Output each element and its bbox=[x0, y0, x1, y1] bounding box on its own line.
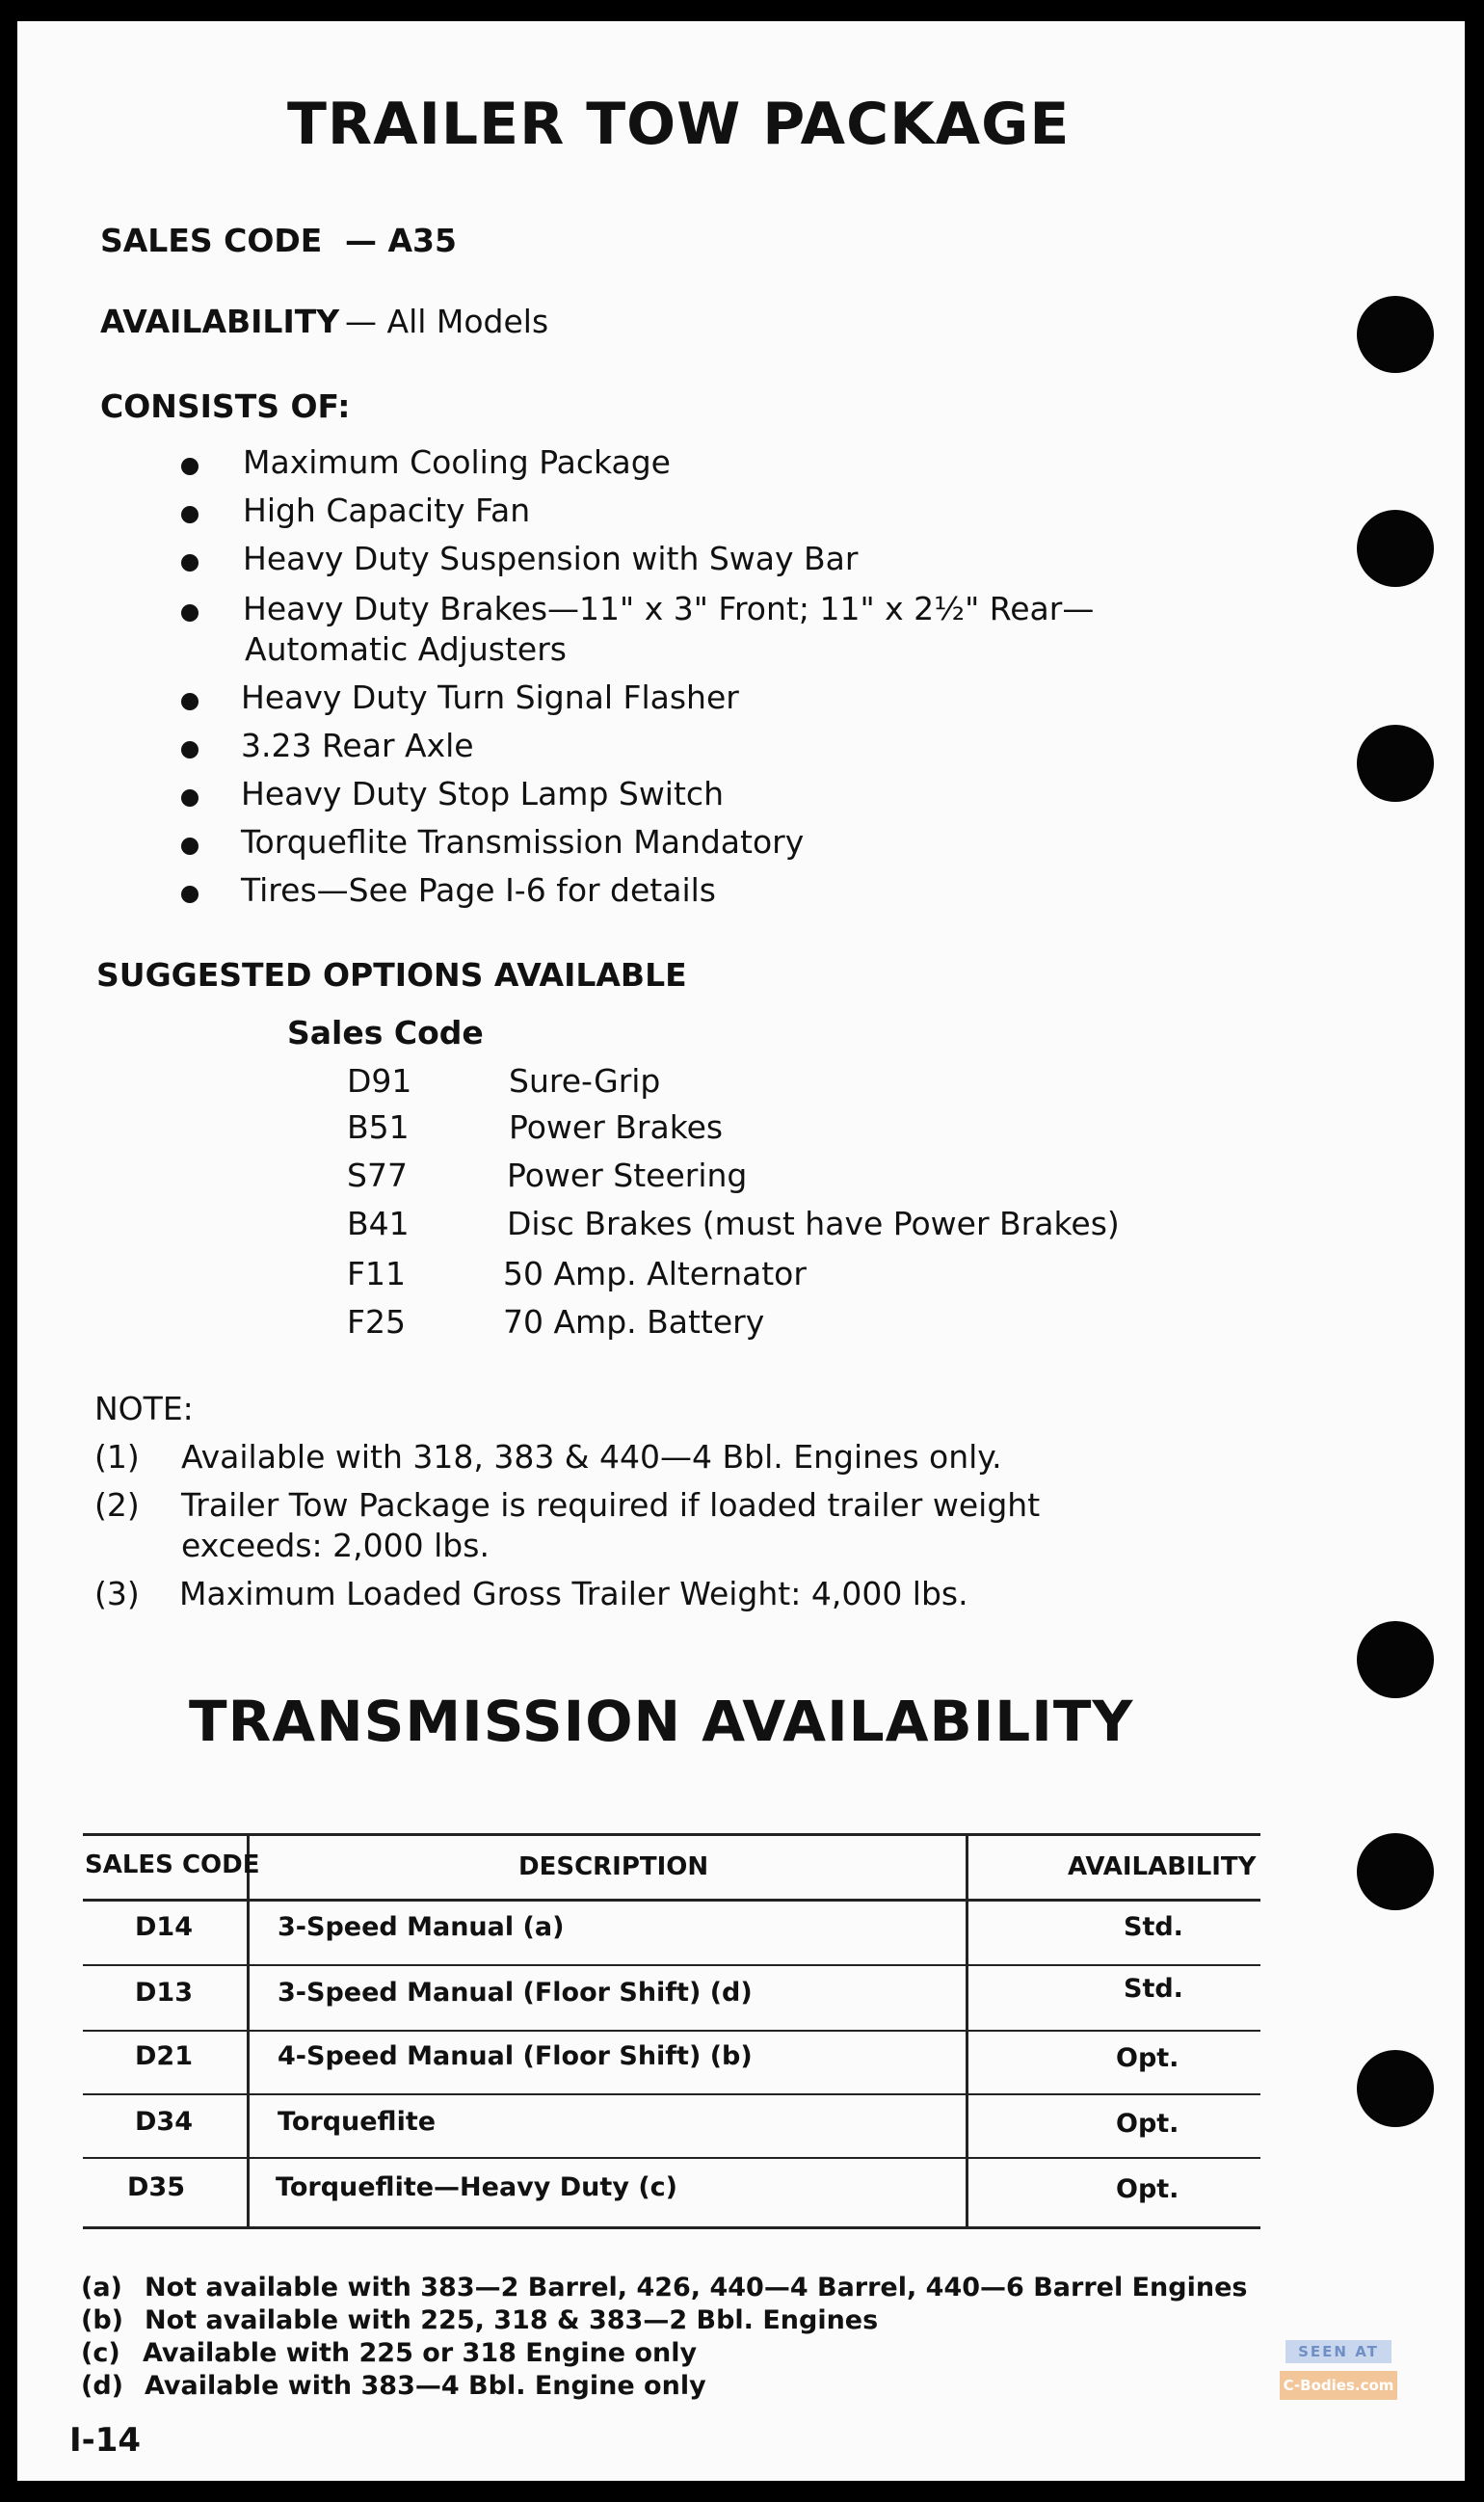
column-header: DESCRIPTION bbox=[518, 1852, 709, 1881]
table-rule bbox=[83, 2093, 1260, 2095]
note-text: Available with 318, 383 & 440—4 Bbl. Engines only. bbox=[181, 1438, 1002, 1476]
table-rule bbox=[247, 1833, 250, 2228]
section-title: TRANSMISSION AVAILABILITY bbox=[189, 1689, 1134, 1754]
availability-label: AVAILABILITY bbox=[100, 303, 340, 340]
option-code: B51 bbox=[347, 1108, 410, 1146]
document-page bbox=[17, 21, 1465, 2481]
note-number: (2) bbox=[94, 1486, 140, 1524]
option-desc: Disc Brakes (must have Power Brakes) bbox=[507, 1205, 1120, 1242]
table-cell-code: D14 bbox=[135, 1912, 193, 1942]
option-desc: 50 Amp. Alternator bbox=[503, 1255, 807, 1292]
option-code: F25 bbox=[347, 1303, 406, 1341]
availability-value: — All Models bbox=[345, 303, 549, 340]
sales-code-label: SALES CODE bbox=[100, 222, 323, 259]
note-text-continuation: exceeds: 2,000 lbs. bbox=[181, 1527, 490, 1564]
list-item: Heavy Duty Stop Lamp Switch bbox=[241, 775, 724, 812]
table-cell-code: D21 bbox=[135, 2041, 193, 2071]
table-cell-desc: Torqueflite bbox=[278, 2107, 437, 2137]
footnote-text: Not available with 225, 318 & 383—2 Bbl. Engines bbox=[145, 2305, 879, 2335]
table-cell-avail: Opt. bbox=[1116, 2174, 1179, 2204]
bullet-icon bbox=[181, 838, 199, 855]
table-rule bbox=[83, 2030, 1260, 2032]
bullet-icon bbox=[181, 741, 199, 759]
note-number: (1) bbox=[94, 1438, 140, 1476]
table-rule bbox=[83, 1833, 1260, 1836]
footnote-text: Available with 383—4 Bbl. Engine only bbox=[145, 2371, 706, 2401]
list-item: Torqueflite Transmission Mandatory bbox=[241, 823, 805, 861]
footnote-key: (c) bbox=[81, 2338, 120, 2368]
list-item: Tires—See Page I-6 for details bbox=[241, 871, 717, 909]
list-item: Maximum Cooling Package bbox=[243, 443, 671, 481]
footnote-key: (a) bbox=[81, 2273, 122, 2302]
list-item: Heavy Duty Suspension with Sway Bar bbox=[243, 540, 859, 577]
sales-code-value: — A35 bbox=[345, 222, 457, 259]
bullet-icon bbox=[181, 789, 199, 807]
watermark-line1: SEEN AT bbox=[1285, 2340, 1391, 2363]
page-number: I-14 bbox=[69, 2421, 142, 2460]
table-cell-avail: Std. bbox=[1124, 1912, 1183, 1942]
binder-hole bbox=[1357, 296, 1434, 373]
table-cell-desc: 3-Speed Manual (a) bbox=[278, 1912, 565, 1942]
table-cell-avail: Std. bbox=[1124, 1974, 1183, 2004]
watermark-logo bbox=[1280, 2334, 1397, 2406]
option-code: S77 bbox=[347, 1157, 408, 1194]
option-code: D91 bbox=[347, 1062, 412, 1100]
list-item: Heavy Duty Turn Signal Flasher bbox=[241, 679, 739, 716]
option-desc: Power Steering bbox=[507, 1157, 748, 1194]
list-item-continuation: Automatic Adjusters bbox=[245, 630, 567, 668]
binder-hole bbox=[1357, 1621, 1434, 1698]
table-cell-avail: Opt. bbox=[1116, 2109, 1179, 2139]
bullet-icon bbox=[181, 458, 199, 475]
list-item: Heavy Duty Brakes—11" x 3" Front; 11" x 2½" Rear— bbox=[243, 590, 1095, 627]
note-number: (3) bbox=[94, 1575, 140, 1612]
bullet-icon bbox=[181, 554, 199, 572]
option-desc: Sure-Grip bbox=[509, 1062, 661, 1100]
binder-hole bbox=[1357, 510, 1434, 587]
table-rule bbox=[83, 1964, 1260, 1966]
options-col-header: Sales Code bbox=[287, 1014, 484, 1051]
consists-heading: CONSISTS OF: bbox=[100, 387, 351, 425]
table-cell-code: D35 bbox=[127, 2172, 185, 2202]
note-heading: NOTE: bbox=[94, 1390, 194, 1427]
binder-hole bbox=[1357, 725, 1434, 802]
table-cell-code: D13 bbox=[135, 1978, 193, 2008]
watermark-line2: C-Bodies.com bbox=[1280, 2371, 1397, 2400]
column-header: SALES CODE bbox=[85, 1850, 260, 1879]
table-rule bbox=[966, 1833, 968, 2228]
note-text: Trailer Tow Package is required if loaded trailer weight bbox=[181, 1486, 1041, 1524]
page-title: TRAILER TOW PACKAGE bbox=[287, 91, 1071, 158]
footnote-key: (b) bbox=[81, 2305, 124, 2335]
column-header: AVAILABILITY bbox=[1068, 1852, 1257, 1881]
binder-hole bbox=[1357, 2050, 1434, 2127]
table-cell-desc: Torqueflite—Heavy Duty (c) bbox=[276, 2172, 677, 2202]
footnote-text: Not available with 383—2 Barrel, 426, 440—4 Barrel, 440—6 Barrel Engines bbox=[145, 2273, 1248, 2302]
option-desc: Power Brakes bbox=[509, 1108, 724, 1146]
footnote-text: Available with 225 or 318 Engine only bbox=[143, 2338, 698, 2368]
table-rule bbox=[83, 2226, 1260, 2229]
binder-hole bbox=[1357, 1833, 1434, 1910]
footnote-key: (d) bbox=[81, 2371, 124, 2401]
table-cell-desc: 4-Speed Manual (Floor Shift) (b) bbox=[278, 2041, 753, 2071]
table-cell-avail: Opt. bbox=[1116, 2043, 1179, 2073]
table-cell-code: D34 bbox=[135, 2107, 193, 2137]
bullet-icon bbox=[181, 693, 199, 710]
bullet-icon bbox=[181, 886, 199, 903]
bullet-icon bbox=[181, 604, 199, 622]
options-heading: SUGGESTED OPTIONS AVAILABLE bbox=[96, 956, 687, 994]
note-text: Maximum Loaded Gross Trailer Weight: 4,000 lbs. bbox=[179, 1575, 968, 1612]
option-desc: 70 Amp. Battery bbox=[503, 1303, 765, 1341]
bullet-icon bbox=[181, 506, 199, 523]
table-rule bbox=[83, 2157, 1260, 2159]
table-rule bbox=[83, 1899, 1260, 1902]
list-item: 3.23 Rear Axle bbox=[241, 727, 474, 764]
option-code: F11 bbox=[347, 1255, 406, 1292]
list-item: High Capacity Fan bbox=[243, 492, 531, 529]
option-code: B41 bbox=[347, 1205, 410, 1242]
table-cell-desc: 3-Speed Manual (Floor Shift) (d) bbox=[278, 1978, 753, 2008]
